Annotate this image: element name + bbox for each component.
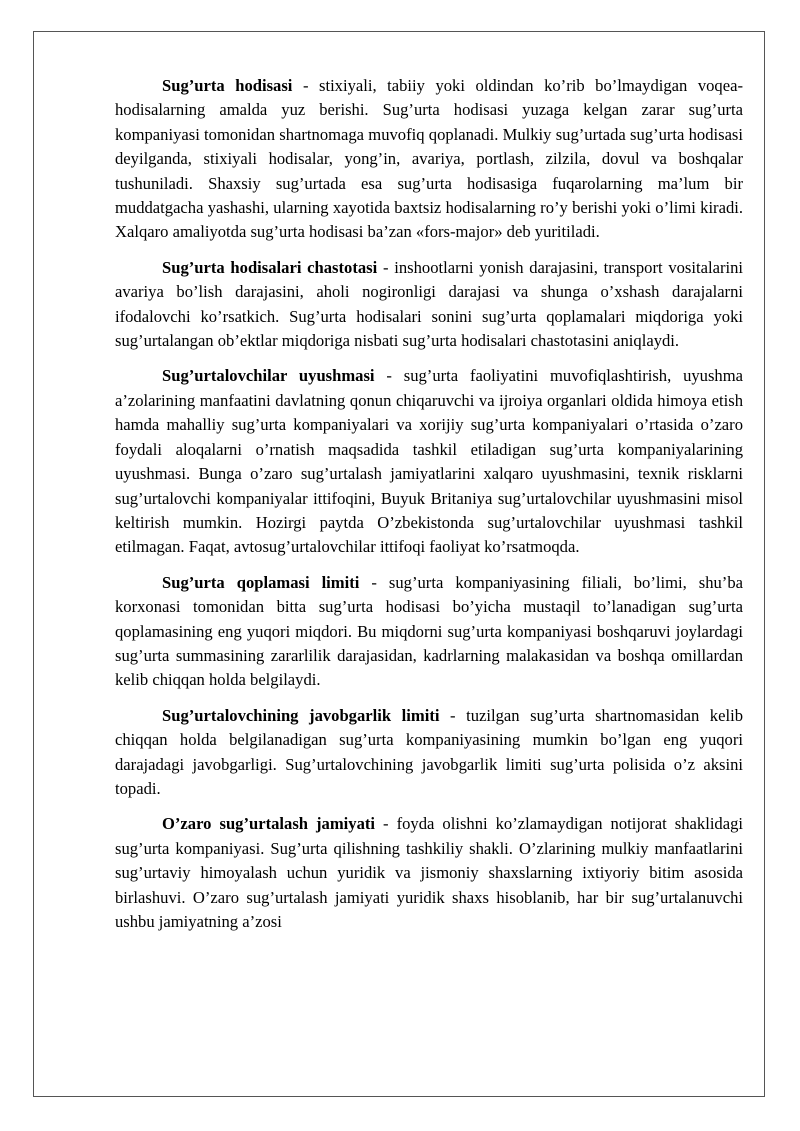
definition-sugurta-hodisasi: - stixiyali, tabiiy yoki oldindan ko’rib bo’lmaydigan voqea-hodisalarning amalda yuz berishi. Sug’urta hodisasi yuzaga kelgan zarar sug’urta kompaniyasi tomonidan shartnomaga muvofiq qoplanadi. Mulkiy sug’urtada sug’urta hodisasi deyilganda, stixiyali hodisalar, yong’in, avariya, portlash, zilzila, dovul va boshqalar tushuniladi. Shaxsiy sug’urtada esa sug’urta hodisasiga fuqarolarning ma’lum bir muddatgacha yashashi, ularning xayotida baxtsiz hodisalarning ro’y berishi yoki o’limi kiradi. Xalqaro amaliyotda sug’urta hodisasi ba’zan «fors-major» deb yuritiladi. [115, 76, 743, 242]
paragraph-hodisalar-chastotasi [115, 256, 743, 354]
term-sugurtalovchilar-uyushmasi: Sug’urtalovchilar uyushmasi [162, 366, 375, 386]
term-hodisalar-chastotasi: Sug’urta hodisalari chastotasi [162, 257, 378, 277]
definition-hodisalar-chastotasi: - inshootlarni yonish darajasini, transport vositalarini avariya bo’lish darajasini, aholi nogironligi darajasi va shunga o’xshash darajalarni ifodalovchi ko’rsatkich. Sug’urta hodisalari sonini sug’urta qoplamalari miqdoriga yoki sug’urtalangan ob’ektlar miqdoriga nisbati sug’urta hodisalari chastotasini aniqlaydi. [115, 257, 743, 351]
definition-sugurtalovchilar-uyushmasi: - sug’urta faoliyatini muvofiqlashtirish, uyushma a’zolarining manfaatini davlatning qonun chiqaruvchi va ijroiya organlari oldida himoya etish hamda mahalliy sug’urta kompaniyalari va xorijiy sug’urta kompaniyalari o’rtasida o’zaro foydali aloqalarni o’rnatish maqsadida tashkil etiladigan sug’urta kompaniyalarining uyushmasi. Bunga o’zaro sug’urtalash jamiyatlarini xalqaro uyushmasini, texnik risklarni sug’urtalovchi kompaniyalar ittifoqini, Buyuk Britaniya sug’urtalovchilar uyushmasini misol keltirish mumkin. Hozirgi paytda O’zbekistonda sug’urtalovchilar uyushmasi tashkil etilmagan. Faqat, avtosug’urtalovchilar ittifoqi faoliyat ko’rsatmoqda. [115, 366, 743, 557]
paragraph-sugurta-hodisasi [115, 74, 743, 245]
term-qoplamasi-limiti: Sug’urta qoplamasi limiti [162, 572, 360, 592]
definition-ozaro-jamiyati: - foyda olishni ko’zlamaydigan notijorat shaklidagi sug’urta kompaniyasi. Sug’urta qilishning tashkiliy shakli. O’zlarining mulkiy manfaatlarini sug’urtaviy himoyalash uchun yuridik va jismoniy shaxslarning ixtiyoriy bitim asosida birlashuvi. O’zaro sug’urtalash jamiyati yuridik shaxs hisoblanib, har bir sug’urtalanuvchi ushbu jamiyatning a’zosi [115, 814, 744, 931]
paragraph-ozaro-jamiyati [115, 812, 743, 934]
term-sugurta-hodisasi: Sug’urta hodisasi [162, 76, 293, 95]
definition-qoplamasi-limiti: - sug’urta kompaniyasining filiali, bo’limi, shu’ba korxonasi tomonidan bitta sug’urta hodisasi bo’yicha mustaqil to’lanadigan sug’urta qoplamasining eng yuqori miqdori. Bu miqdorni sug’urta kompaniyasi boshqaruvi joylardagi sug’urta summasining zararlilik darajasidan, kadrlarning malakasidan va boshqa omillardan kelib chiqqan holda belgilaydi. [115, 572, 743, 690]
definition-javobgarlik-limiti: - tuzilgan sug’urta shartnomasidan kelib chiqqan holda belgilanadigan sug’urta kompaniyasining mumkin bo’lgan eng yuqori darajadagi javobgarligi. Sug’urtalovchining javobgarlik limiti sug’urta polisida o’z aksini topadi. [115, 705, 743, 798]
term-ozaro-jamiyati: O’zaro sug’urtalash jamiyati [162, 814, 376, 834]
paragraph-javobgarlik-limiti [115, 704, 743, 802]
paragraph-sugurtalovchilar-uyushmasi [115, 364, 743, 559]
document-body [115, 74, 743, 945]
term-javobgarlik-limiti: Sug’urtalovchining javobgarlik limiti [162, 705, 440, 725]
paragraph-qoplamasi-limiti [115, 571, 743, 693]
